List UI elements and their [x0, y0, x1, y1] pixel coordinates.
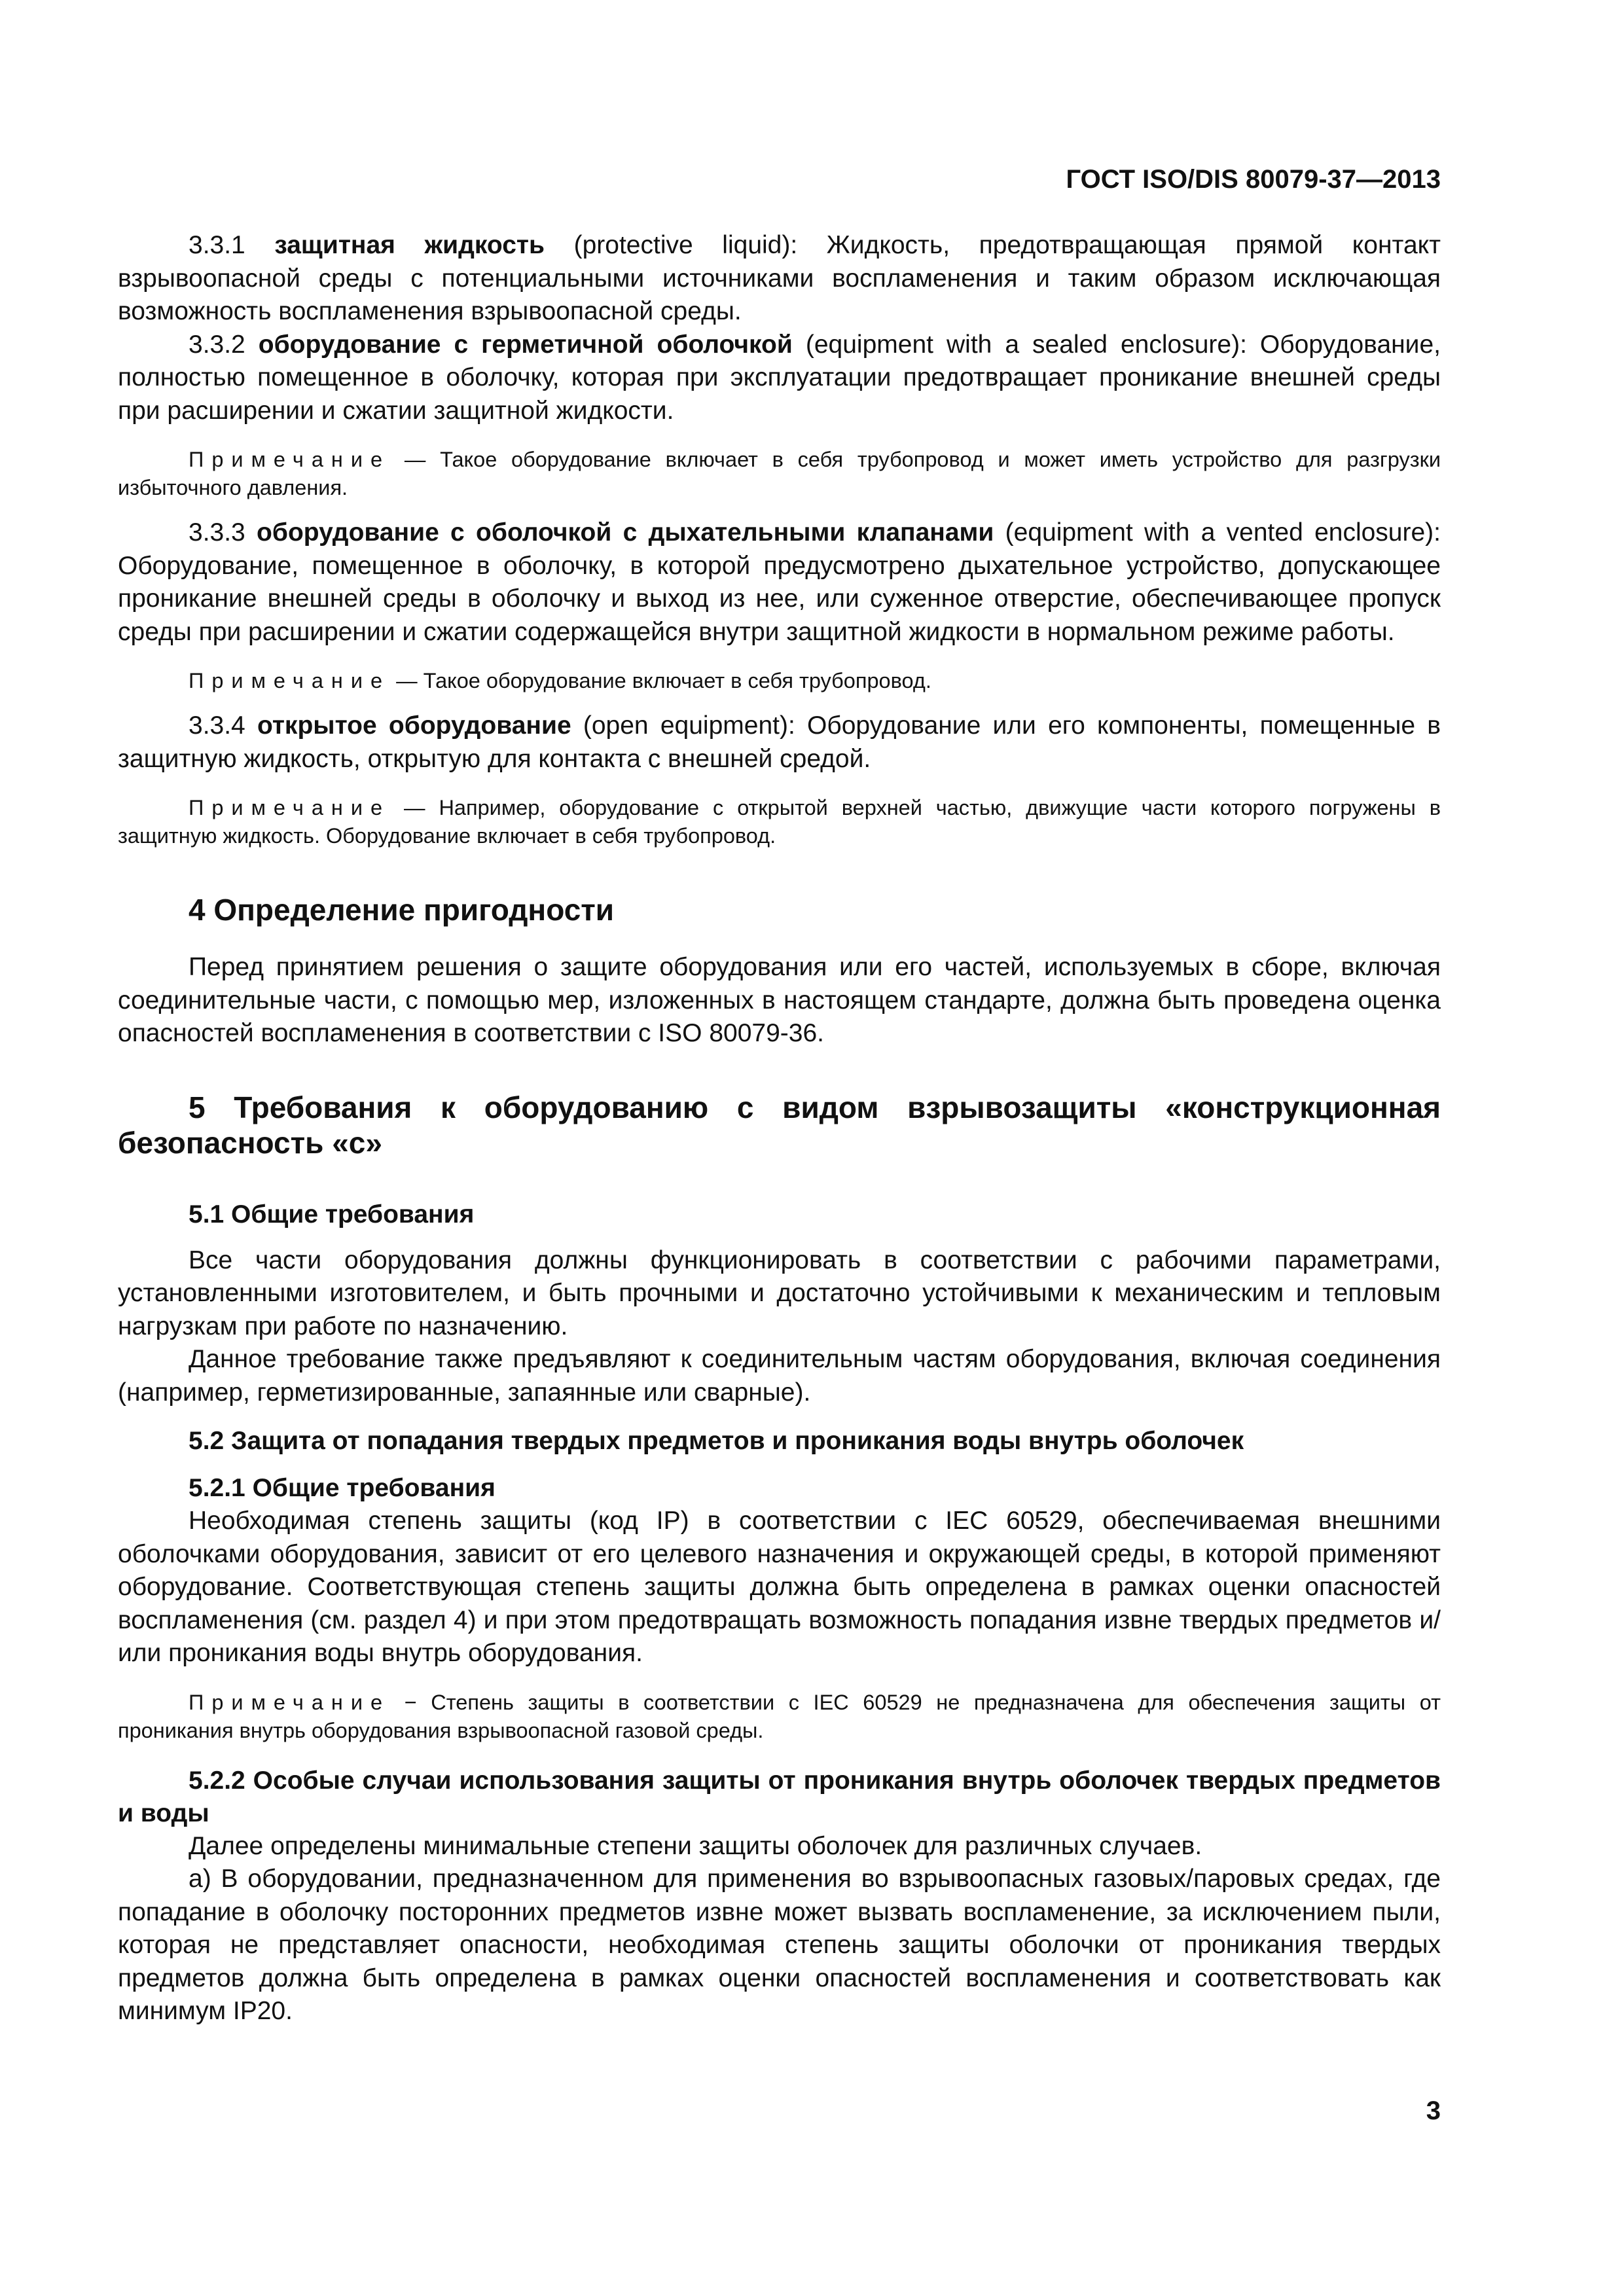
- section-5-2-2-paragraph-1: Далее определены минимальные степени защиты оболочек для различных случаев.: [189, 1831, 1202, 1860]
- definition-text: (open equipment): Оборудование или его компоненты, помещенные в защитную жидкость, открытую для контакта с внешней средой.: [118, 711, 1441, 773]
- note-label: Примечание: [189, 448, 391, 471]
- note-text: − Степень защиты в соответствии с IEC 60529 не предназначена для обеспечения защиты от проникания внутрь оборудования взрывоопасной газовой среды.: [118, 1690, 1441, 1742]
- note-text: — Такое оборудование включает в себя трубопровод.: [390, 669, 931, 692]
- definition-text: (equipment with a vented enclosure): Оборудование, помещенное в оболочку, в которой предусмотрено дыхательное устройство, допускающее проникание внешней среды в оболочку и выход из нее, или суженное отверстие, обеспечивающее пропуск среды при расширении и сжатии содержащейся внутри защитной жидкости в нормальном режиме работы.: [118, 518, 1441, 646]
- clause-number: 3.3.3: [189, 518, 245, 547]
- section-5-2-1-title: 5.2.1 Общие требования: [189, 1474, 496, 1502]
- clause-number: 3.3.1: [189, 231, 245, 259]
- section-5-2-2-title: 5.2.2 Особые случаи использования защиты от проникания внутрь оболочек твердых предметов и воды: [118, 1766, 1441, 1827]
- section-5-2-2-paragraph-2: а) В оборудовании, предназначенном для применения во взрывоопасных газовых/паровых средах, где попадание в оболочку посторонних предметов извне может вызвать воспламенение, за исключением пыли, которая не представляет опасности, необходимая степень защиты оболочки от проникания твердых предметов должна быть определена в рамках оценки опасностей воспламенения и соответствовать как минимум IP20.: [118, 1865, 1441, 2025]
- defined-term: защитная жидкость: [274, 231, 545, 259]
- clause-number: 3.3.2: [189, 330, 245, 359]
- clause-3-3-3: [118, 516, 1441, 649]
- note-label: Примечание: [189, 669, 391, 692]
- note-4: [118, 1689, 1441, 1745]
- definition-text: (equipment with a sealed enclosure): Оборудование, полностью помещенное в оболочку, которая при эксплуатации предотвращает проникание внешней среды при расширении и сжатии защитной жидкости.: [118, 330, 1441, 425]
- clause-3-3-2: [118, 329, 1441, 428]
- section-5-1-title: 5.1 Общие требования: [189, 1200, 475, 1229]
- section-5-2-1-paragraph: Необходимая степень защиты (код IP) в соответствии с IEC 60529, обеспечиваемая внешними оболочками оборудования, зависит от его целевого назначения и окружающей среды, в которой применяют оборудование. Соответствующая степень защиты должна быть определена в рамках оценки опасностей воспламенения (см. раздел 4) и при этом предотвращать возможность попадания извне твердых предметов и/или проникания воды внутрь оборудования.: [118, 1507, 1441, 1667]
- note-text: — Например, оборудование с открытой верхней частью, движущие части которого погружены в защитную жидкость. Оборудование включает в себя трубопровод.: [118, 796, 1441, 848]
- note-2: [118, 667, 1441, 695]
- note-1: [118, 446, 1441, 502]
- note-text: — Такое оборудование включает в себя трубопровод и может иметь устройство для разгрузки избыточного давления.: [118, 448, 1441, 499]
- section-5-1-paragraph-2: Данное требование также предъявляют к соединительным частям оборудования, включая соединения (например, герметизированные, запаянные или сварные).: [118, 1345, 1441, 1407]
- document-code-header: ГОСТ ISO/DIS 80079-37—2013: [1066, 165, 1441, 194]
- note-3: [118, 794, 1441, 850]
- section-4-title: 4 Определение пригодности: [189, 893, 615, 927]
- page-number: 3: [1426, 2096, 1441, 2125]
- note-label: Примечание: [189, 796, 391, 819]
- clause-3-3-4: [118, 709, 1441, 776]
- section-5-title: 5 Требования к оборудованию с видом взрывозащиты «конструкционная безопасность «с»: [118, 1090, 1441, 1160]
- definition-text: (protective liquid): Жидкость, предотвращающая прямой контакт взрывоопасной среды с потенциальными источниками воспламенения и таким образом исключающая возможность воспламенения взрывоопасной среды.: [118, 231, 1441, 325]
- clause-3-3-1: [118, 229, 1441, 329]
- defined-term: оборудование с оболочкой с дыхательными клапанами: [257, 518, 994, 547]
- section-4-paragraph: Перед принятием решения о защите оборудования или его частей, используемых в сборе, включая соединительные части, с помощью мер, изложенных в настоящем стандарте, должна быть проведена оценка опасностей воспламенения в соответствии с ISO 80079-36.: [118, 953, 1441, 1047]
- clause-number: 3.3.4: [189, 711, 245, 740]
- section-5-1-paragraph-1: Все части оборудования должны функционировать в соответствии с рабочими параметрами, установленными изготовителем, и быть прочными и достаточно устойчивыми к механическим и тепловым нагрузкам при работе по назначению.: [118, 1246, 1441, 1340]
- section-5-2-title: 5.2 Защита от попадания твердых предметов и проникания воды внутрь оболочек: [189, 1427, 1244, 1455]
- defined-term: открытое оборудование: [257, 711, 571, 740]
- note-label: Примечание: [189, 1690, 391, 1714]
- defined-term: оборудование с герметичной оболочкой: [258, 330, 793, 359]
- page-content: [118, 229, 1441, 2028]
